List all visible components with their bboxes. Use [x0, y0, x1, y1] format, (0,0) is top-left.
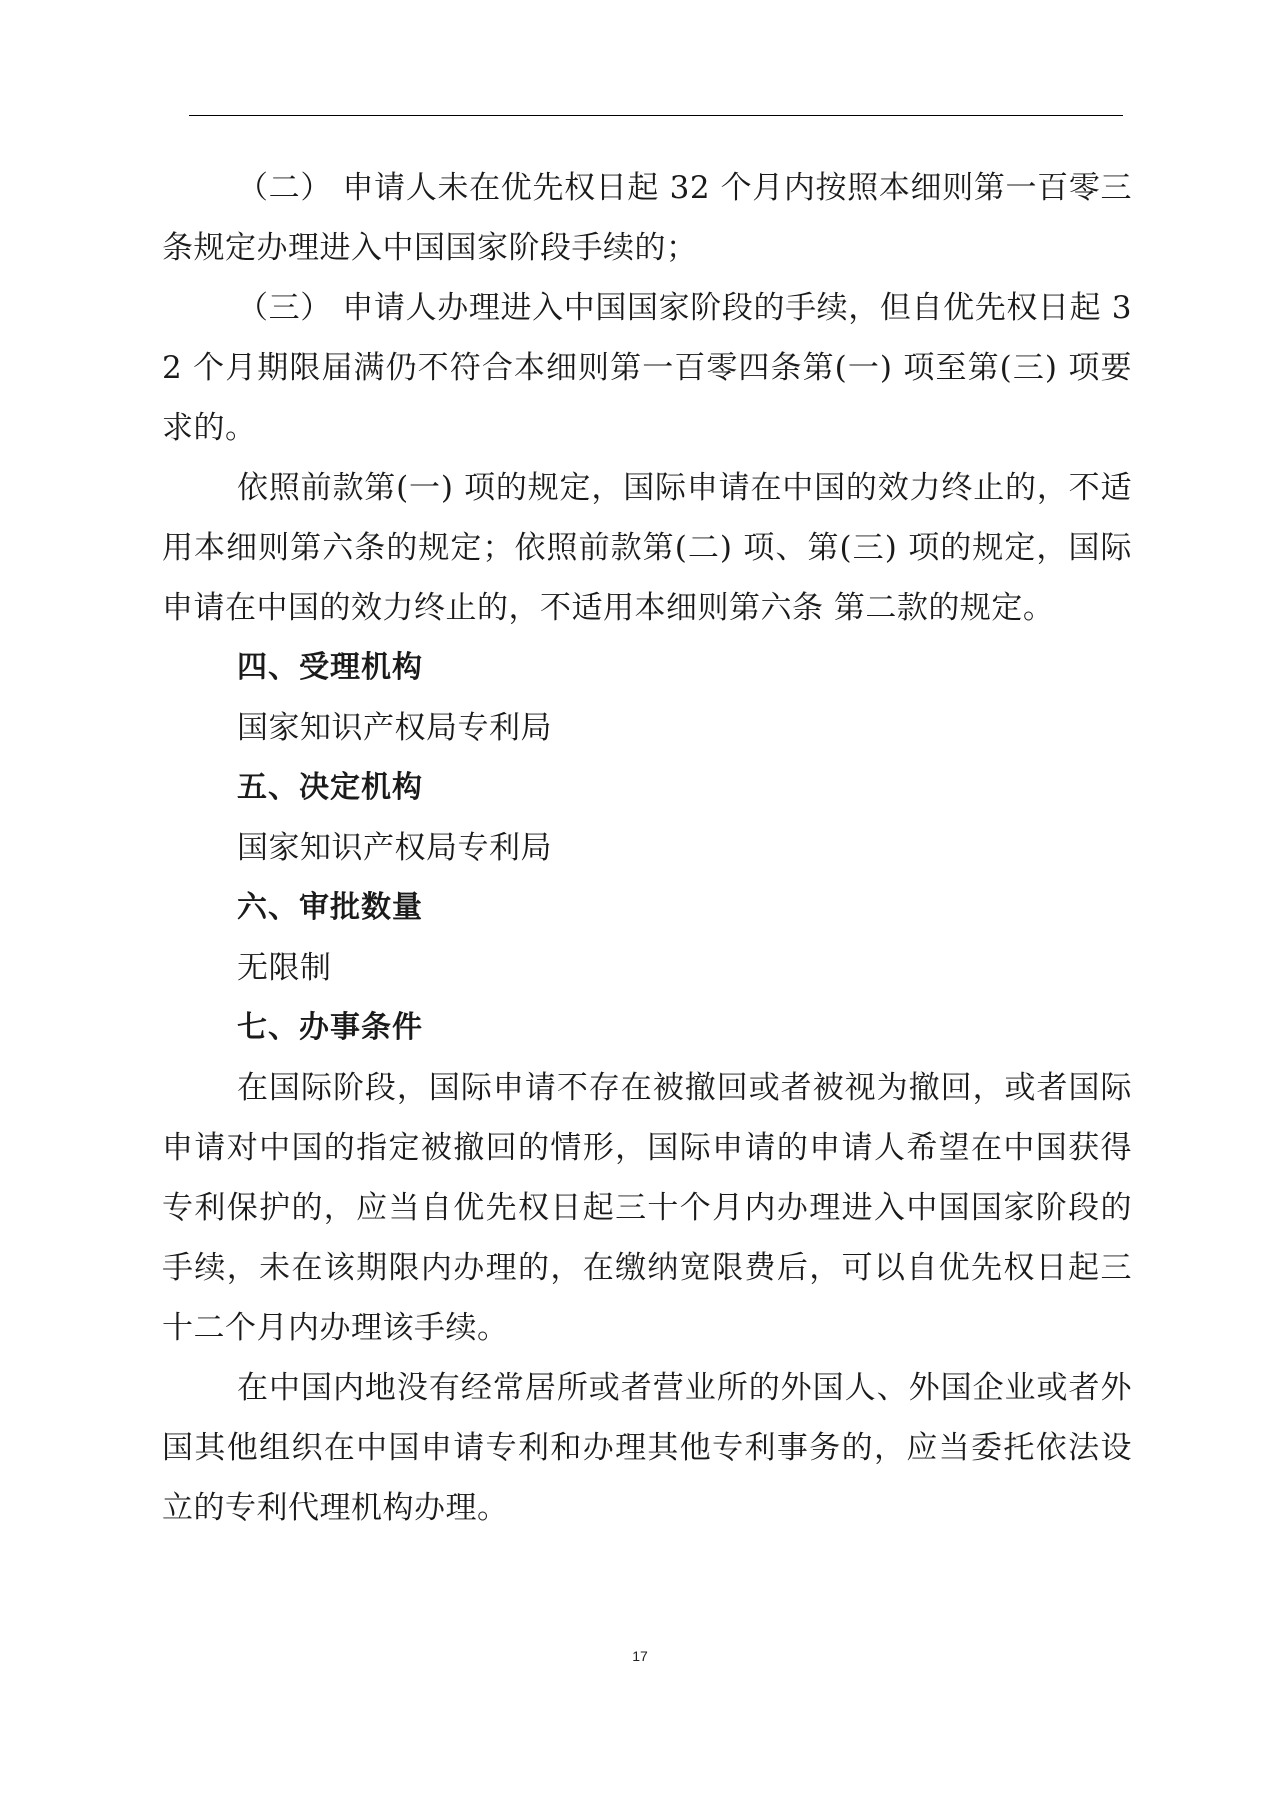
header-rule — [189, 115, 1123, 116]
section-text-accepting-authority: 国家知识产权局专利局 — [237, 710, 552, 746]
paragraph-item-3: （三） 申请人办理进入中国国家阶段的手续，但自优先权日起 32 个月期限届满仍不符合本细则第一百零四条第(一) 项至第(三) 项要求的。 — [162, 290, 1132, 446]
paragraph-closing-rule: 依照前款第(一) 项的规定，国际申请在中国的效力终止的，不适用本细则第六条的规定；依照前款第(二) 项、第(三) 项的规定，国际申请在中国的效力终止的，不适用本细则第六条 第二款的规定。 — [162, 470, 1132, 626]
section-heading-accepting-authority: 四、受理机构 — [237, 650, 423, 685]
section-heading-deciding-authority: 五、决定机构 — [237, 770, 423, 805]
section-heading-conditions: 七、办事条件 — [237, 1010, 423, 1045]
section-heading-approval-quantity: 六、审批数量 — [237, 890, 423, 925]
paragraph-item-2: （二） 申请人未在优先权日起 32 个月内按照本细则第一百零三条规定办理进入中国国家阶段手续的； — [162, 170, 1132, 266]
document-body — [162, 158, 1132, 1538]
page-number: 17 — [632, 1648, 648, 1664]
section-text-deciding-authority: 国家知识产权局专利局 — [237, 830, 552, 866]
section-text-approval-quantity: 无限制 — [237, 950, 332, 986]
section-paragraph-conditions-2: 在中国内地没有经常居所或者营业所的外国人、外国企业或者外国其他组织在中国申请专利和办理其他专利事务的，应当委托依法设立的专利代理机构办理。 — [162, 1370, 1132, 1526]
section-paragraph-conditions-1: 在国际阶段，国际申请不存在被撤回或者被视为撤回，或者国际申请对中国的指定被撤回的情形，国际申请的申请人希望在中国获得专利保护的，应当自优先权日起三十个月内办理进入中国国家阶段的手续，未在该期限内办理的，在缴纳宽限费后，可以自优先权日起三十二个月内办理该手续。 — [162, 1070, 1132, 1346]
